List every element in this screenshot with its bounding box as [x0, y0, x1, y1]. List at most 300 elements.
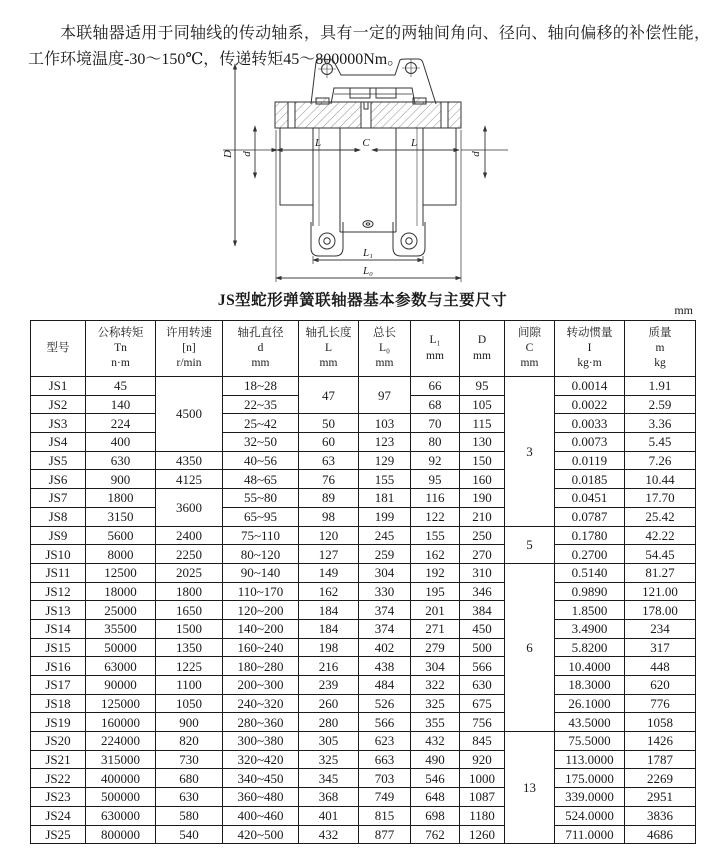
cell-mass: 178.00 — [625, 601, 696, 620]
cell-model: JS8 — [31, 507, 86, 526]
cell-nominal-torque: 160000 — [86, 713, 156, 732]
cell-D: 250 — [460, 526, 505, 545]
table-row — [31, 713, 696, 732]
cell-D: 500 — [460, 638, 505, 657]
cell-nominal-torque: 12500 — [86, 563, 156, 582]
cell-allowable-speed: 1500 — [156, 619, 223, 638]
cell-bore-diameter: 360~480 — [223, 788, 299, 807]
cell-allowable-speed: 4350 — [156, 451, 223, 470]
cell-allowable-speed: 900 — [156, 713, 223, 732]
cell-bore-diameter: 340~450 — [223, 769, 299, 788]
cell-mass: 776 — [625, 694, 696, 713]
cell-bore-diameter: 400~460 — [223, 806, 299, 825]
cell-bore-diameter: 80~120 — [223, 545, 299, 564]
cell-nominal-torque: 8000 — [86, 545, 156, 564]
dim-L1-label: L₁ — [363, 247, 373, 259]
column-header-bore-diameter: 轴孔直径 d mm — [223, 321, 299, 377]
cell-bore-diameter: 110~170 — [223, 582, 299, 601]
cell-total-length: 181 — [359, 489, 411, 508]
cell-model: JS1 — [31, 377, 86, 396]
table-row — [31, 563, 696, 582]
cell-clearance-C: 6 — [505, 563, 555, 731]
column-header-clearance-C: 间隙 C mm — [505, 321, 555, 377]
table-row — [31, 526, 696, 545]
cell-bore-diameter: 75~110 — [223, 526, 299, 545]
cell-nominal-torque: 63000 — [86, 657, 156, 676]
intro-paragraph: 本联轴器适用于同轴线的传动轴系，具有一定的两轴间角向、径向、轴向偏移的补偿性能，工作环境温度-30～150℃，传递转矩45～800000Nm。 — [28, 25, 710, 68]
cell-allowable-speed: 1650 — [156, 601, 223, 620]
cell-model: JS2 — [31, 395, 86, 414]
cell-total-length: 749 — [359, 788, 411, 807]
cell-nominal-torque: 224 — [86, 414, 156, 433]
cell-mass: 2951 — [625, 788, 696, 807]
cell-moment-of-inertia: 0.5140 — [555, 563, 625, 582]
cell-mass: 448 — [625, 657, 696, 676]
table-title: JS型蛇形弹簧联轴器基本参数与主要尺寸 — [217, 292, 508, 309]
cell-L1: 66 — [411, 377, 460, 396]
dim-C-label: C — [362, 137, 370, 149]
cell-bore-length: 149 — [299, 563, 359, 582]
dim-D-label: D — [222, 150, 234, 158]
cell-bore-diameter: 240~320 — [223, 694, 299, 713]
cell-D: 210 — [460, 507, 505, 526]
cell-clearance-C: 5 — [505, 526, 555, 563]
cell-moment-of-inertia: 75.5000 — [555, 732, 625, 751]
cell-L1: 116 — [411, 489, 460, 508]
cell-model: JS14 — [31, 619, 86, 638]
cell-bore-diameter: 320~420 — [223, 750, 299, 769]
cell-model: JS20 — [31, 732, 86, 751]
cell-L1: 92 — [411, 451, 460, 470]
cell-total-length: 304 — [359, 563, 411, 582]
cell-L1: 546 — [411, 769, 460, 788]
cell-allowable-speed: 2250 — [156, 545, 223, 564]
cell-L1: 648 — [411, 788, 460, 807]
cell-model: JS4 — [31, 433, 86, 452]
cell-moment-of-inertia: 0.2700 — [555, 545, 625, 564]
cell-D: 150 — [460, 451, 505, 470]
cell-nominal-torque: 35500 — [86, 619, 156, 638]
cell-nominal-torque: 315000 — [86, 750, 156, 769]
cell-mass: 317 — [625, 638, 696, 657]
cell-model: JS11 — [31, 563, 86, 582]
table-row — [31, 732, 696, 751]
cell-nominal-torque: 45 — [86, 377, 156, 396]
cell-D: 310 — [460, 563, 505, 582]
cell-allowable-speed: 1225 — [156, 657, 223, 676]
column-header-mass: 质量 m kg — [625, 321, 696, 377]
cell-allowable-speed: 2025 — [156, 563, 223, 582]
cell-mass: 3.36 — [625, 414, 696, 433]
cell-clearance-C: 13 — [505, 732, 555, 844]
cell-allowable-speed: 4125 — [156, 470, 223, 489]
cell-bore-length: 162 — [299, 582, 359, 601]
table-row — [31, 619, 696, 638]
cell-total-length: 259 — [359, 545, 411, 564]
cell-L1: 271 — [411, 619, 460, 638]
cell-nominal-torque: 1800 — [86, 489, 156, 508]
column-header-L1: L₁ mm — [411, 321, 460, 377]
cell-moment-of-inertia: 0.0022 — [555, 395, 625, 414]
cell-bore-length: 198 — [299, 638, 359, 657]
cell-mass: 42.22 — [625, 526, 696, 545]
cell-mass: 81.27 — [625, 563, 696, 582]
cell-D: 566 — [460, 657, 505, 676]
table-row — [31, 750, 696, 769]
cell-model: JS15 — [31, 638, 86, 657]
cell-total-length: 155 — [359, 470, 411, 489]
cell-allowable-speed: 680 — [156, 769, 223, 788]
cell-mass: 4686 — [625, 825, 696, 844]
cell-bore-diameter: 90~140 — [223, 563, 299, 582]
dim-d-left-label: d — [241, 151, 253, 157]
cell-moment-of-inertia: 0.0033 — [555, 414, 625, 433]
cell-bore-length: 368 — [299, 788, 359, 807]
cell-L1: 122 — [411, 507, 460, 526]
cell-bore-diameter: 40~56 — [223, 451, 299, 470]
cell-moment-of-inertia: 0.0014 — [555, 377, 625, 396]
column-header-bore-length: 轴孔长度 L mm — [299, 321, 359, 377]
cell-bore-length: 50 — [299, 414, 359, 433]
cell-bore-length: 184 — [299, 601, 359, 620]
cell-mass: 7.26 — [625, 451, 696, 470]
cell-moment-of-inertia: 113.0000 — [555, 750, 625, 769]
cell-allowable-speed: 1350 — [156, 638, 223, 657]
cell-bore-length: 63 — [299, 451, 359, 470]
cell-total-length: 623 — [359, 732, 411, 751]
cell-bore-length: 127 — [299, 545, 359, 564]
column-header-allowable-speed: 许用转速 [n] r/min — [156, 321, 223, 377]
cell-bore-length: 184 — [299, 619, 359, 638]
table-body — [31, 377, 696, 844]
cell-L1: 201 — [411, 601, 460, 620]
cell-model: JS16 — [31, 657, 86, 676]
coupling-body — [275, 59, 461, 256]
cell-bore-diameter: 25~42 — [223, 414, 299, 433]
cell-model: JS3 — [31, 414, 86, 433]
table-row — [31, 601, 696, 620]
cell-nominal-torque: 3150 — [86, 507, 156, 526]
cell-bore-length: 47 — [299, 377, 359, 414]
cell-mass: 1058 — [625, 713, 696, 732]
cell-moment-of-inertia: 0.0119 — [555, 451, 625, 470]
cell-bore-diameter: 22~35 — [223, 395, 299, 414]
cell-bore-length: 305 — [299, 732, 359, 751]
cell-allowable-speed: 1050 — [156, 694, 223, 713]
cell-bore-diameter: 200~300 — [223, 676, 299, 695]
grid-bolt-icon — [319, 233, 335, 249]
cell-nominal-torque: 5600 — [86, 526, 156, 545]
cell-mass: 54.45 — [625, 545, 696, 564]
table-header-row — [31, 321, 696, 377]
cell-L1: 322 — [411, 676, 460, 695]
cell-bore-length: 89 — [299, 489, 359, 508]
table-row — [31, 769, 696, 788]
table-row — [31, 470, 696, 489]
cell-total-length: 815 — [359, 806, 411, 825]
table-row — [31, 694, 696, 713]
cell-mass: 3836 — [625, 806, 696, 825]
cell-total-length: 877 — [359, 825, 411, 844]
cell-L1: 355 — [411, 713, 460, 732]
cell-L1: 698 — [411, 806, 460, 825]
cell-nominal-torque: 800000 — [86, 825, 156, 844]
cell-total-length: 663 — [359, 750, 411, 769]
cell-allowable-speed: 4500 — [156, 377, 223, 452]
cell-total-length: 245 — [359, 526, 411, 545]
cell-mass: 10.44 — [625, 470, 696, 489]
cell-model: JS9 — [31, 526, 86, 545]
cell-bore-diameter: 32~50 — [223, 433, 299, 452]
cell-moment-of-inertia: 3.4900 — [555, 619, 625, 638]
cell-moment-of-inertia: 10.4000 — [555, 657, 625, 676]
flange-bolt-icon — [413, 98, 426, 104]
cell-D: 920 — [460, 750, 505, 769]
cell-moment-of-inertia: 0.0787 — [555, 507, 625, 526]
cell-nominal-torque: 900 — [86, 470, 156, 489]
cell-D: 1260 — [460, 825, 505, 844]
cell-model: JS12 — [31, 582, 86, 601]
cell-total-length: 330 — [359, 582, 411, 601]
cell-nominal-torque: 50000 — [86, 638, 156, 657]
cell-moment-of-inertia: 43.5000 — [555, 713, 625, 732]
cell-bore-length: 98 — [299, 507, 359, 526]
coupling-technical-drawing — [213, 50, 513, 290]
table-row — [31, 414, 696, 433]
cell-model: JS10 — [31, 545, 86, 564]
cell-L1: 80 — [411, 433, 460, 452]
cell-L1: 192 — [411, 563, 460, 582]
cell-bore-diameter: 420~500 — [223, 825, 299, 844]
table-row — [31, 638, 696, 657]
cell-model: JS21 — [31, 750, 86, 769]
table-row — [31, 788, 696, 807]
cell-moment-of-inertia: 524.0000 — [555, 806, 625, 825]
cell-moment-of-inertia: 711.0000 — [555, 825, 625, 844]
cell-total-length: 484 — [359, 676, 411, 695]
cell-bore-diameter: 55~80 — [223, 489, 299, 508]
cell-bore-length: 432 — [299, 825, 359, 844]
cell-D: 190 — [460, 489, 505, 508]
cell-bore-diameter: 65~95 — [223, 507, 299, 526]
cell-allowable-speed: 580 — [156, 806, 223, 825]
table-row — [31, 676, 696, 695]
cell-nominal-torque: 400 — [86, 433, 156, 452]
cell-allowable-speed: 1100 — [156, 676, 223, 695]
cell-D: 845 — [460, 732, 505, 751]
cell-clearance-C: 3 — [505, 377, 555, 527]
cell-total-length: 103 — [359, 414, 411, 433]
dim-d-right-label: d — [470, 151, 482, 157]
cell-total-length: 123 — [359, 433, 411, 452]
cell-allowable-speed: 820 — [156, 732, 223, 751]
cell-bore-diameter: 280~360 — [223, 713, 299, 732]
cell-model: JS23 — [31, 788, 86, 807]
cell-nominal-torque: 140 — [86, 395, 156, 414]
cell-D: 95 — [460, 377, 505, 396]
cell-D: 756 — [460, 713, 505, 732]
cell-D: 130 — [460, 433, 505, 452]
cell-model: JS22 — [31, 769, 86, 788]
cell-L1: 279 — [411, 638, 460, 657]
cell-moment-of-inertia: 339.0000 — [555, 788, 625, 807]
cell-bore-diameter: 300~380 — [223, 732, 299, 751]
cell-bore-length: 280 — [299, 713, 359, 732]
cell-nominal-torque: 630000 — [86, 806, 156, 825]
cell-mass: 1426 — [625, 732, 696, 751]
cell-model: JS19 — [31, 713, 86, 732]
cell-nominal-torque: 400000 — [86, 769, 156, 788]
cell-D: 115 — [460, 414, 505, 433]
cell-moment-of-inertia: 0.0185 — [555, 470, 625, 489]
table-row — [31, 433, 696, 452]
cell-model: JS18 — [31, 694, 86, 713]
cell-L1: 304 — [411, 657, 460, 676]
cell-allowable-speed: 1800 — [156, 582, 223, 601]
dim-L-left-label: L — [314, 137, 322, 149]
cell-mass: 620 — [625, 676, 696, 695]
cell-model: JS13 — [31, 601, 86, 620]
cell-model: JS7 — [31, 489, 86, 508]
cell-model: JS6 — [31, 470, 86, 489]
cell-bore-diameter: 48~65 — [223, 470, 299, 489]
cell-mass: 25.42 — [625, 507, 696, 526]
cell-moment-of-inertia: 26.1000 — [555, 694, 625, 713]
cell-total-length: 566 — [359, 713, 411, 732]
cell-D: 346 — [460, 582, 505, 601]
cell-D: 1000 — [460, 769, 505, 788]
cell-nominal-torque: 500000 — [86, 788, 156, 807]
cell-L1: 162 — [411, 545, 460, 564]
cell-D: 1180 — [460, 806, 505, 825]
cell-L1: 325 — [411, 694, 460, 713]
cell-L1: 195 — [411, 582, 460, 601]
cell-moment-of-inertia: 1.8500 — [555, 601, 625, 620]
column-header-total-length: 总长 L₀ mm — [359, 321, 411, 377]
table-row — [31, 377, 696, 396]
cell-mass: 1787 — [625, 750, 696, 769]
cell-model: JS25 — [31, 825, 86, 844]
cell-L1: 155 — [411, 526, 460, 545]
column-header-D: D mm — [460, 321, 505, 377]
cell-moment-of-inertia: 0.0073 — [555, 433, 625, 452]
cell-total-length: 438 — [359, 657, 411, 676]
cell-moment-of-inertia: 0.0451 — [555, 489, 625, 508]
cell-model: JS17 — [31, 676, 86, 695]
cell-mass: 17.70 — [625, 489, 696, 508]
table-row — [31, 657, 696, 676]
cell-D: 450 — [460, 619, 505, 638]
cell-mass: 234 — [625, 619, 696, 638]
table-row — [31, 489, 696, 508]
cell-D: 630 — [460, 676, 505, 695]
cell-bore-length: 345 — [299, 769, 359, 788]
cell-D: 675 — [460, 694, 505, 713]
cell-mass: 2.59 — [625, 395, 696, 414]
cell-bore-length: 216 — [299, 657, 359, 676]
table-title-bar — [30, 288, 695, 318]
cell-total-length: 129 — [359, 451, 411, 470]
table-row — [31, 451, 696, 470]
cell-bore-length: 260 — [299, 694, 359, 713]
cell-total-length: 526 — [359, 694, 411, 713]
grid-bolt-icon — [401, 233, 417, 249]
cell-moment-of-inertia: 5.8200 — [555, 638, 625, 657]
cell-allowable-speed: 2400 — [156, 526, 223, 545]
cell-bore-length: 325 — [299, 750, 359, 769]
cell-nominal-torque: 125000 — [86, 694, 156, 713]
cell-moment-of-inertia: 0.1780 — [555, 526, 625, 545]
cell-bore-diameter: 120~200 — [223, 601, 299, 620]
cell-D: 105 — [460, 395, 505, 414]
cell-bore-length: 60 — [299, 433, 359, 452]
cell-mass: 1.91 — [625, 377, 696, 396]
cell-bore-length: 401 — [299, 806, 359, 825]
cell-bore-length: 120 — [299, 526, 359, 545]
dim-L0-label: L₀ — [363, 265, 373, 277]
cell-L1: 762 — [411, 825, 460, 844]
column-header-nominal-torque: 公称转矩 Tn n·m — [86, 321, 156, 377]
dim-L-right-label: L — [410, 137, 418, 149]
cell-nominal-torque: 90000 — [86, 676, 156, 695]
cell-nominal-torque: 630 — [86, 451, 156, 470]
dimension-labels — [222, 137, 482, 277]
cell-L1: 95 — [411, 470, 460, 489]
cell-D: 384 — [460, 601, 505, 620]
cell-bore-length: 76 — [299, 470, 359, 489]
cell-bore-diameter: 18~28 — [223, 377, 299, 396]
table-row — [31, 582, 696, 601]
cell-allowable-speed: 730 — [156, 750, 223, 769]
cell-moment-of-inertia: 175.0000 — [555, 769, 625, 788]
parameters-table — [30, 320, 696, 844]
column-header-model: 型号 — [31, 321, 86, 377]
cell-mass: 5.45 — [625, 433, 696, 452]
column-header-moment-of-inertia: 转动惯量 I kg·m — [555, 321, 625, 377]
cell-L1: 68 — [411, 395, 460, 414]
cell-L1: 70 — [411, 414, 460, 433]
cell-moment-of-inertia: 18.3000 — [555, 676, 625, 695]
cell-mass: 2269 — [625, 769, 696, 788]
flange-bolt-icon — [316, 98, 329, 104]
cell-nominal-torque: 224000 — [86, 732, 156, 751]
cell-mass: 121.00 — [625, 582, 696, 601]
cell-bore-length: 239 — [299, 676, 359, 695]
cell-D: 160 — [460, 470, 505, 489]
cell-total-length: 703 — [359, 769, 411, 788]
cell-model: JS24 — [31, 806, 86, 825]
cell-D: 1087 — [460, 788, 505, 807]
cell-total-length: 374 — [359, 619, 411, 638]
cell-bore-diameter: 180~280 — [223, 657, 299, 676]
table-row — [31, 806, 696, 825]
cell-L1: 490 — [411, 750, 460, 769]
cell-total-length: 374 — [359, 601, 411, 620]
cell-allowable-speed: 540 — [156, 825, 223, 844]
cell-allowable-speed: 630 — [156, 788, 223, 807]
cell-moment-of-inertia: 0.9890 — [555, 582, 625, 601]
cell-nominal-torque: 25000 — [86, 601, 156, 620]
cell-model: JS5 — [31, 451, 86, 470]
table-row — [31, 825, 696, 844]
cell-bore-diameter: 160~240 — [223, 638, 299, 657]
cell-L1: 432 — [411, 732, 460, 751]
cell-total-length: 402 — [359, 638, 411, 657]
cell-total-length: 199 — [359, 507, 411, 526]
table-unit-note: mm — [674, 303, 693, 317]
cell-total-length: 97 — [359, 377, 411, 414]
cell-allowable-speed: 3600 — [156, 489, 223, 526]
